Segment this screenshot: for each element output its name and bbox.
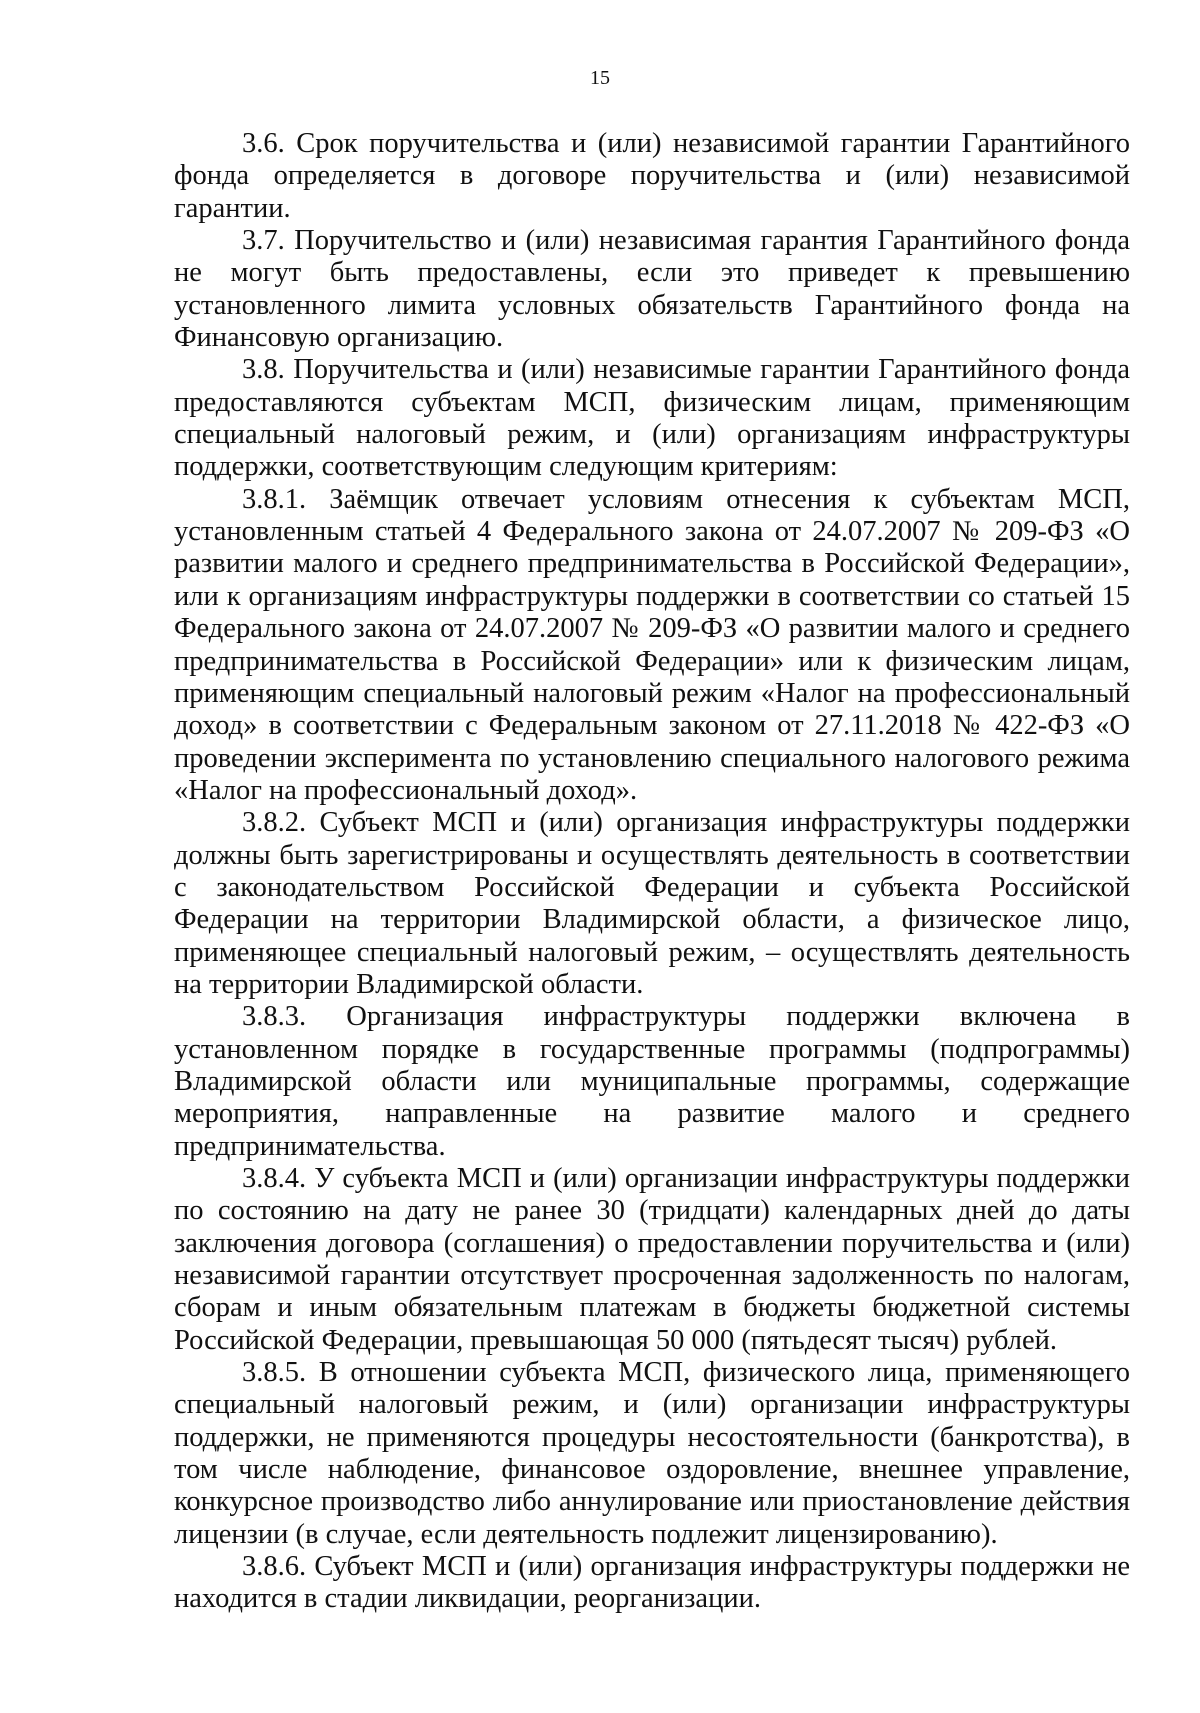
document-body	[174, 128, 1130, 1616]
paragraph-3-8-4: 3.8.4. У субъекта МСП и (или) организации инфраструктуры поддержки по состоянию на дату не ранее 30 (тридцати) календарных дней до даты заключения договора (соглашения) о предоставлении поручительства и (или) независимой гарантии отсутствует просроченная задолженность по налогам, сборам и иным обязательным платежам в бюджеты бюджетной системы Российской Федерации, превышающая 50 000 (пятьдесят тысяч) рублей.	[174, 1163, 1130, 1356]
page-number: 15	[590, 67, 610, 89]
paragraph-3-7: 3.7. Поручительство и (или) независимая гарантия Гарантийного фонда не могут быть предоставлены, если это приведет к превышению установленного лимита условных обязательств Гарантийного фонда на Финансовую организацию.	[174, 225, 1130, 354]
paragraph-3-8-5: 3.8.5. В отношении субъекта МСП, физического лица, применяющего специальный налоговый режим, и (или) организации инфраструктуры поддержки, не применяются процедуры несостоятельности (банкротства), в том числе наблюдение, финансовое оздоровление, внешнее управление, конкурсное производство либо аннулирование или приостановление действия лицензии (в случае, если деятельность подлежит лицензированию).	[174, 1357, 1130, 1550]
paragraph-3-8-1: 3.8.1. Заёмщик отвечает условиям отнесения к субъектам МСП, установленным статьей 4 Федерального закона от 24.07.2007 № 209-ФЗ «О развитии малого и среднего предпринимательства в Российской Федерации», или к организациям инфраструктуры поддержки в соответствии со статьей 15 Федерального закона от 24.07.2007 № 209-ФЗ «О развитии малого и среднего предпринимательства в Российской Федерации» или к физическим лицам, применяющим специальный налоговый режим «Налог на профессиональный доход» в соответствии с Федеральным законом от 27.11.2018 № 422-ФЗ «О проведении эксперимента по установлению специального налогового режима «Налог на профессиональный доход».	[174, 483, 1130, 806]
paragraph-3-8-3: 3.8.3. Организация инфраструктуры поддержки включена в установленном порядке в государственные программы (подпрограммы) Владимирской области или муниципальные программы, содержащие мероприятия, направленные на развитие малого и среднего предпринимательства.	[174, 1001, 1130, 1162]
paragraph-3-8-6: 3.8.6. Субъект МСП и (или) организация инфраструктуры поддержки не находится в стадии ликвидации, реорганизации.	[174, 1551, 1130, 1615]
paragraph-3-8-2: 3.8.2. Субъект МСП и (или) организация инфраструктуры поддержки должны быть зарегистрированы и осуществлять деятельность в соответствии с законодательством Российской Федерации и субъекта Российской Федерации на территории Владимирской области, а физическое лицо, применяющее специальный налоговый режим, – осуществлять деятельность на территории Владимирской области.	[174, 807, 1130, 1000]
paragraph-3-8: 3.8. Поручительства и (или) независимые гарантии Гарантийного фонда предоставляются субъектам МСП, физическим лицам, применяющим специальный налоговый режим, и (или) организациям инфраструктуры поддержки, соответствующим следующим критериям:	[174, 354, 1130, 483]
paragraph-3-6: 3.6. Срок поручительства и (или) независимой гарантии Гарантийного фонда определяется в договоре поручительства и (или) независимой гарантии.	[174, 128, 1130, 224]
